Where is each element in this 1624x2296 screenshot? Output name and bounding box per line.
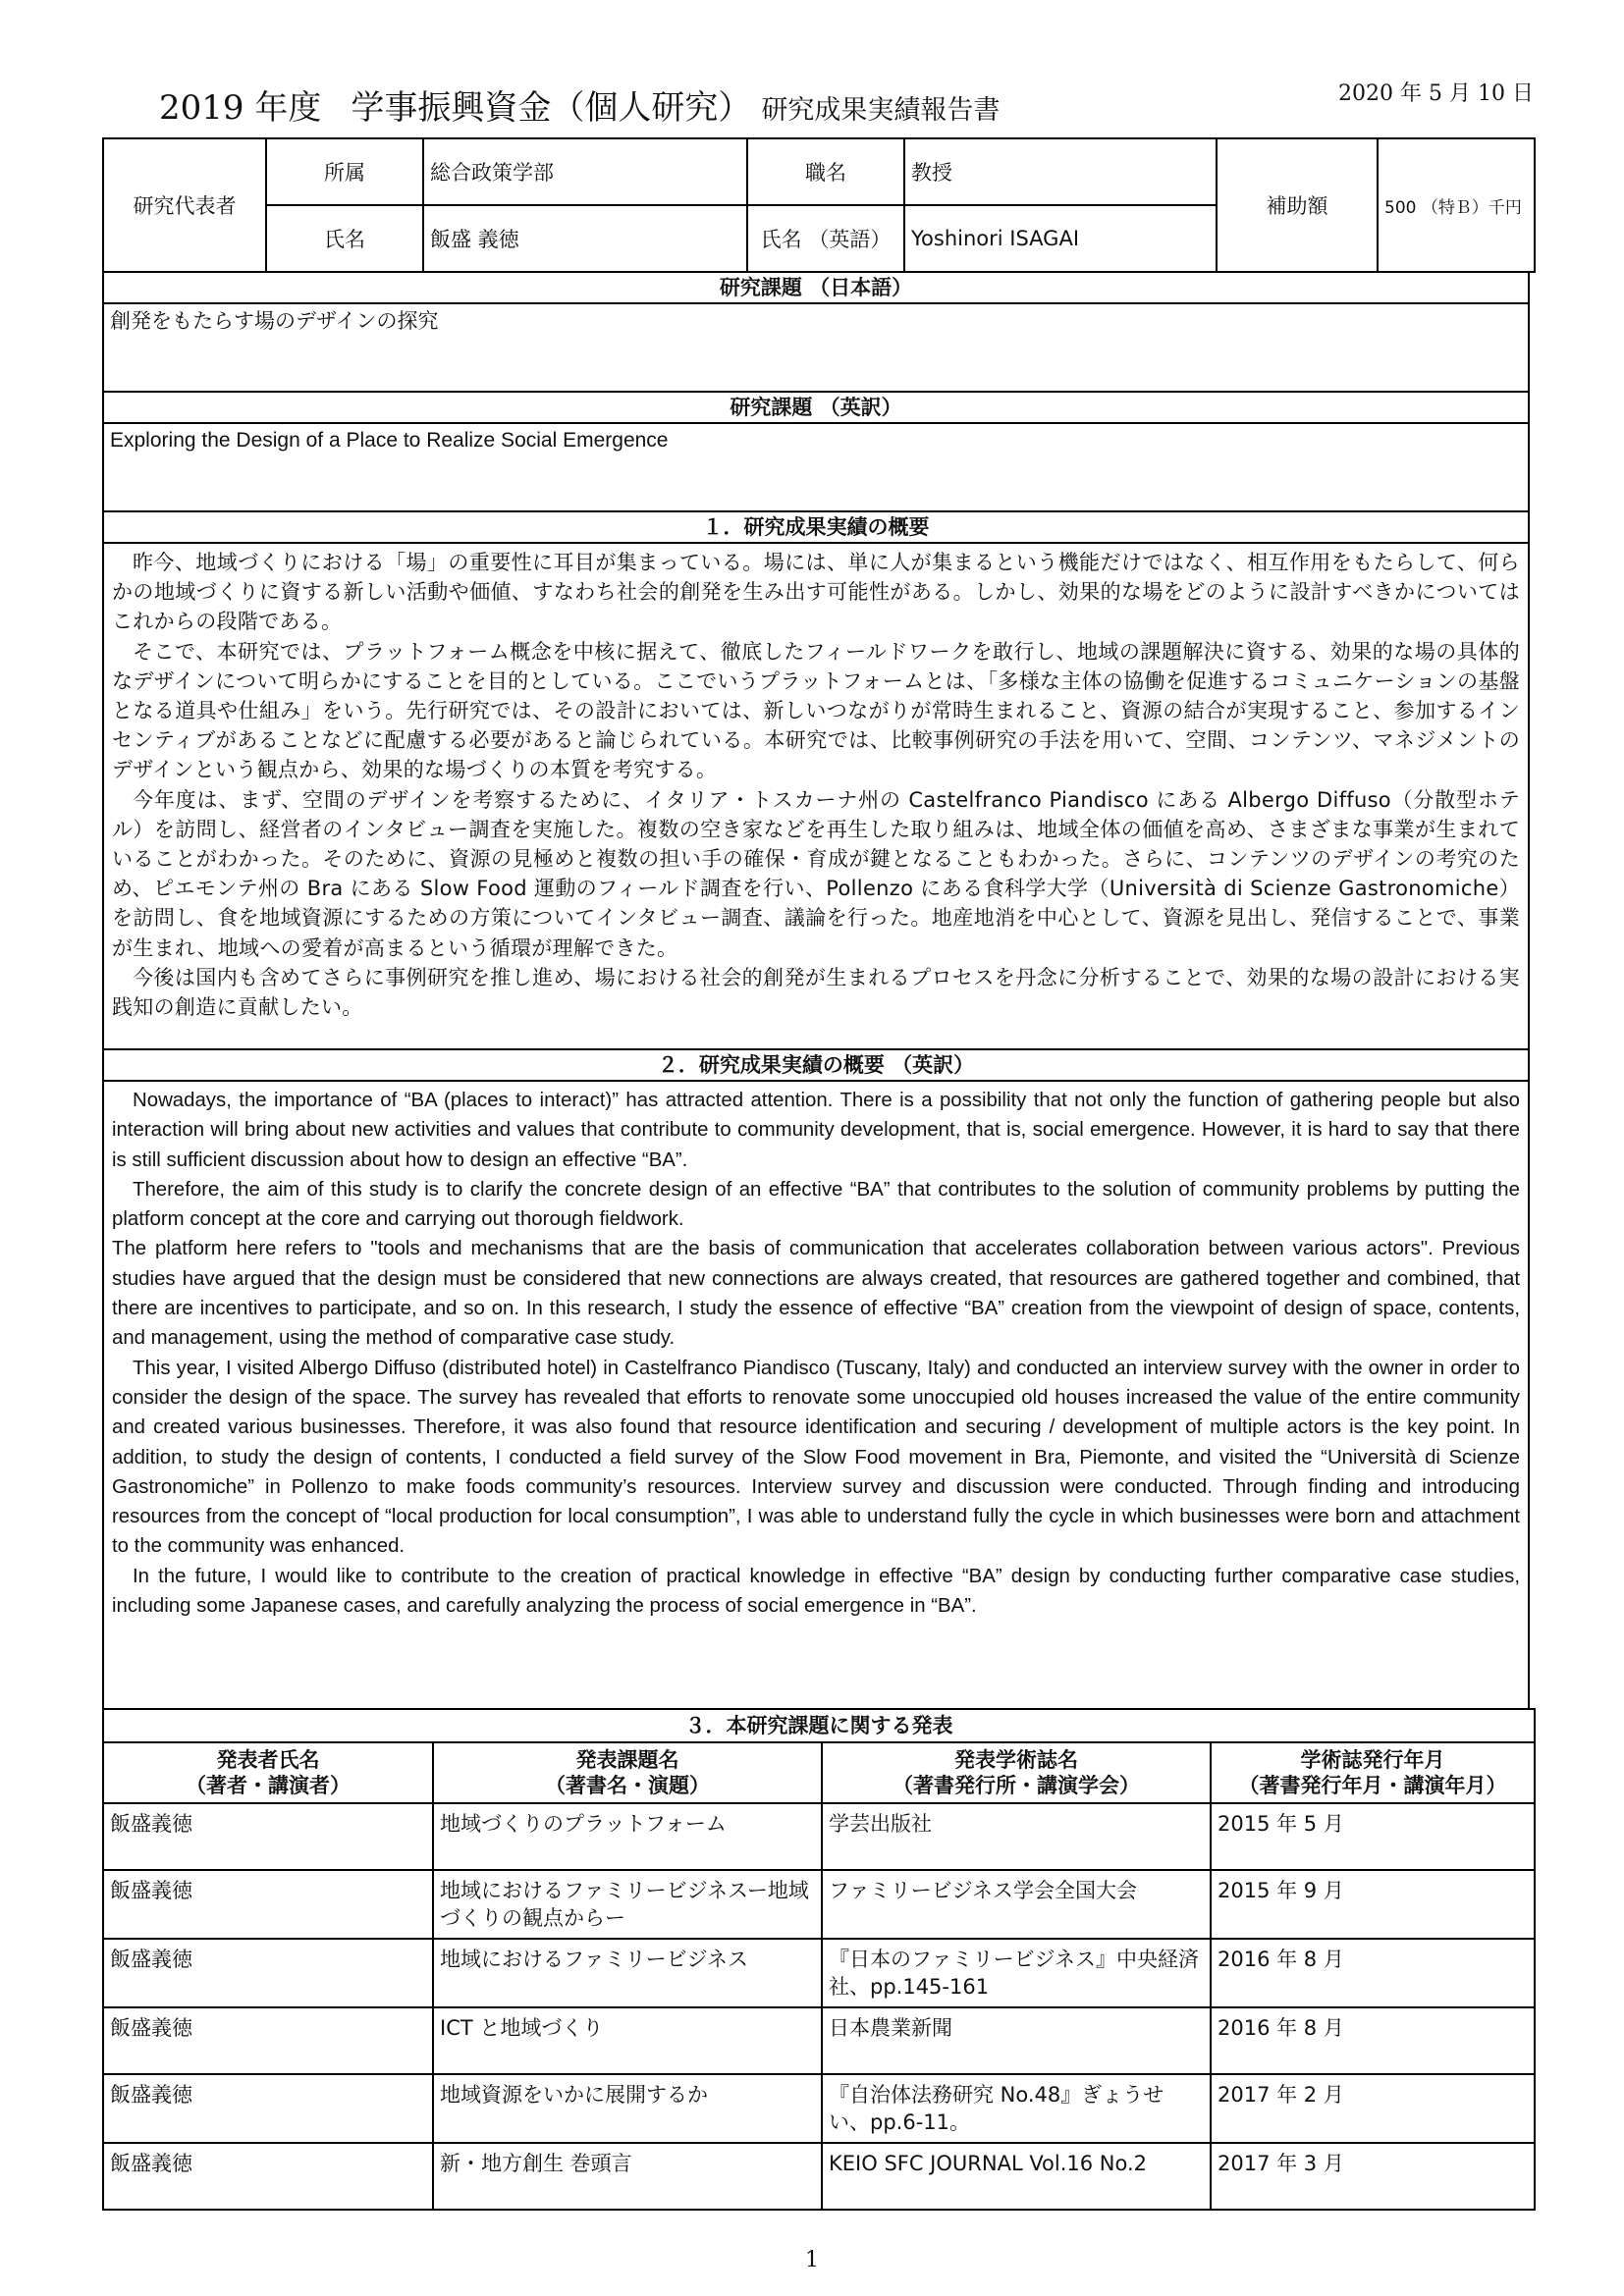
table-row — [103, 2143, 1535, 2210]
topic-jp-heading: 研究課題 （日本語） — [102, 271, 1530, 304]
presenter-cell: 飯盛義徳 — [103, 1939, 433, 2007]
title-cell: 新・地方創生 巻頭言 — [433, 2143, 822, 2210]
publications-heading: ３．本研究課題に関する発表 — [103, 1709, 1535, 1742]
date-cell: 2017 年 2 月 — [1211, 2074, 1535, 2143]
position-value: 教授 — [904, 138, 1217, 205]
journal-cell: KEIO SFC JOURNAL Vol.16 No.2 — [822, 2143, 1211, 2210]
table-row — [103, 1803, 1535, 1870]
summary-en-paragraph: In the future, I would like to contribute to the creation of practical knowledge in effective “BA” design by conducting further comparative case studies, including some Japanese cases, and carefully analyzing the process of social emergence in “BA”. — [112, 1565, 1520, 1618]
col-header-date — [1211, 1742, 1535, 1803]
col-header-line: 発表課題名 — [575, 1748, 679, 1772]
affiliation-label: 所属 — [266, 138, 423, 205]
topic-jp-text: 創発をもたらす場のデザインの探究 — [102, 302, 1530, 393]
col-header-line: （著書発行所・講演学会） — [893, 1774, 1140, 1797]
journal-cell: ファミリービジネス学会全国大会 — [822, 1870, 1211, 1939]
name-label: 氏名 — [266, 205, 423, 272]
col-header-presenter — [103, 1742, 433, 1803]
title-cell: 地域資源をいかに展開するか — [433, 2074, 822, 2143]
table-row — [103, 1870, 1535, 1939]
fund-name: 学事振興資金（個人研究） — [351, 88, 752, 128]
summary-jp-paragraph: 昨今、地域づくりにおける「場」の重要性に耳目が集まっている。場には、単に人が集まるという機能だけではなく、相互作用をもたらして、何らかの地域づくりに資する新しい活動や価値、すなわち社会的創発を生み出す可能性がある。しかし、効果的な場をどのように設計すべきかについてはこれからの段階である。 — [112, 551, 1520, 634]
journal-cell: 『日本のファミリービジネス』中央経済社、pp.145-161 — [822, 1939, 1211, 2007]
representative-label: 研究代表者 — [103, 138, 266, 272]
topic-en-text: Exploring the Design of a Place to Realize Social Emergence — [102, 422, 1530, 512]
summary-jp-paragraph: 今年度は、まず、空間のデザインを考察するために、イタリア・トスカーナ州の Castelfranco Piandisco にある Albergo Diffuso（分散型ホテル）を訪問し、経営者のインタビュー調査を実施した。複数の空き家などを再生した取り組みは、地域全体の価値を高め、さまざまな事業が生まれていることがわかった。そのために、資源の見極めと複数の担い手の確保・育成が鍵となることもわかった。さらに、コンテンツのデザインの考究のため、ピエモンテ州の Bra にある Slow Food 運動のフィールド調査を行い、Pollenzo にある食科学大学（Università di Scienze Gastronomiche）を訪問し、食を地域資源にするための方策についてインタビュー調査、議論を行った。地産地消を中心として、資源を見出し、発信することで、事業が生まれ、地域への愛着が高まるという循環が理解できた。 — [112, 787, 1520, 960]
name-en-label: 氏名 （英語） — [747, 205, 904, 272]
col-header-line: （著書名・演題） — [545, 1774, 710, 1797]
date-cell: 2017 年 3 月 — [1211, 2143, 1535, 2210]
summary-jp-paragraph: そこで、本研究では、プラットフォーム概念を中核に据えて、徹底したフィールドワークを敢行し、地域の課題解決に資する、効果的な場の具体的なデザインについて明らかにすることを目的としている。ここでいうプラットフォームとは、「多様な主体の協働を促進するコミュニケーションの基盤となる道具や仕組み」をいう。先行研究では、その設計においては、新しいつながりが常時生まれること、資源の結合が実現すること、参加するインセンティブがあることなどに配慮する必要があると論じられている。本研究では、比較事例研究の手法を用いて、空間、コンテンツ、マネジメントのデザインという観点から、効果的な場づくりの本質を考究する。 — [112, 639, 1520, 782]
presenter-cell: 飯盛義徳 — [103, 1803, 433, 1870]
summary-en-paragraph: Therefore, the aim of this study is to clarify the concrete design of an effective “BA” that contributes to the solution of community problems by putting the platform concept at the core and carrying out thorough fieldwork. — [112, 1178, 1520, 1231]
position-label: 職名 — [747, 138, 904, 205]
col-header-line: 学術誌発行年月 — [1300, 1748, 1445, 1772]
col-header-line: （著書発行年月・講演年月） — [1238, 1774, 1507, 1797]
presenter-cell: 飯盛義徳 — [103, 2143, 433, 2210]
topic-en-heading: 研究課題 （英訳） — [102, 391, 1530, 424]
title-cell: 地域におけるファミリービジネス — [433, 1939, 822, 2007]
title-cell: 地域づくりのプラットフォーム — [433, 1803, 822, 1870]
summary-en-heading: ２．研究成果実績の概要 （英訳） — [102, 1048, 1530, 1082]
col-header-line: 発表学術誌名 — [954, 1748, 1078, 1772]
summary-jp-body — [102, 542, 1530, 1050]
table-row — [103, 2007, 1535, 2074]
date-cell: 2016 年 8 月 — [1211, 1939, 1535, 2007]
presenter-cell: 飯盛義徳 — [103, 2074, 433, 2143]
journal-cell: 学芸出版社 — [822, 1803, 1211, 1870]
col-header-line: （著者・講演者） — [186, 1774, 351, 1797]
table-row — [103, 2074, 1535, 2143]
grant-value: 500 （特Ｂ）千円 — [1378, 138, 1535, 272]
summary-en-paragraph: This year, I visited Albergo Diffuso (distributed hotel) in Castelfranco Piandisco (Tuscany, Italy) and conducted an interview survey with the owner in order to consider the design of the space. The survey has revealed that efforts to renovate some unoccupied old houses increased the value of the entire community and created various businesses. Therefore, it was also found that resource identification and securing / development of multiple actors is the key point. In addition, to study the design of contents, I conducted a field survey of the Slow Food movement in Bra, Piemonte, and visited the “Università di Scienze Gastronomiche” in Pollenzo to make foods community’s resources. Interview survey and discussion were conducted. Through finding and introducing resources from the concept of “local production for local consumption”, I was able to understand fully the cycle in which businesses were born and attachment to the community was enhanced. — [112, 1357, 1520, 1558]
title-cell: 地域におけるファミリービジネスー地域づくりの観点からー — [433, 1870, 822, 1939]
grant-label: 補助額 — [1217, 138, 1378, 272]
report-subtitle: 研究成果実績報告書 — [761, 95, 1001, 126]
date-cell: 2015 年 9 月 — [1211, 1870, 1535, 1939]
fiscal-year: 2019 年度 — [159, 88, 322, 128]
date-cell: 2016 年 8 月 — [1211, 2007, 1535, 2074]
journal-cell: 日本農業新聞 — [822, 2007, 1211, 2074]
col-header-journal — [822, 1742, 1211, 1803]
name-value: 飯盛 義徳 — [423, 205, 747, 272]
col-header-line: 発表者氏名 — [216, 1748, 320, 1772]
col-header-title — [433, 1742, 822, 1803]
summary-jp-heading: １．研究成果実績の概要 — [102, 510, 1530, 544]
presenter-cell: 飯盛義徳 — [103, 1870, 433, 1939]
title-cell: ICT と地域づくり — [433, 2007, 822, 2074]
page-number: 1 — [805, 2248, 819, 2272]
publications-table — [102, 1708, 1536, 2211]
table-row — [103, 1939, 1535, 2007]
name-en-value: Yoshinori ISAGAI — [904, 205, 1217, 272]
presenter-cell: 飯盛義徳 — [103, 2007, 433, 2074]
date-cell: 2015 年 5 月 — [1211, 1803, 1535, 1870]
affiliation-value: 総合政策学部 — [423, 138, 747, 205]
summary-en-paragraph: Nowadays, the importance of “BA (places to interact)” has attracted attention. There is a possibility that not only the function of gathering people but also interaction will bring about new activities and values that contribute to community development, that is, social emergence. However, it is hard to say that there is still sufficient discussion about how to design an effective “BA”. — [112, 1090, 1520, 1171]
summary-en-paragraph: The platform here refers to "tools and mechanisms that are the basis of communication that accelerates collaboration between various actors". Previous studies have argued that the design must be considered that new connections are always created, that resources are gathered together and combined, that there are incentives to participate, and so on. In this research, I study the essence of effective “BA” creation from the viewpoint of design of space, contents, and management, using the method of comparative case study. — [112, 1238, 1520, 1350]
summary-jp-paragraph: 今後は国内も含めてさらに事例研究を推し進め、場における社会的創発が生まれるプロセスを丹念に分析することで、効果的な場の設計における実践知の創造に貢献したい。 — [112, 965, 1520, 1020]
journal-cell: 『自治体法務研究 No.48』ぎょうせい、pp.6-11。 — [822, 2074, 1211, 2143]
summary-en-body — [102, 1080, 1530, 1710]
researcher-info-table — [102, 137, 1536, 273]
page-title — [159, 80, 1000, 129]
report-date: 2020 年 5 月 10 日 — [1338, 81, 1534, 106]
